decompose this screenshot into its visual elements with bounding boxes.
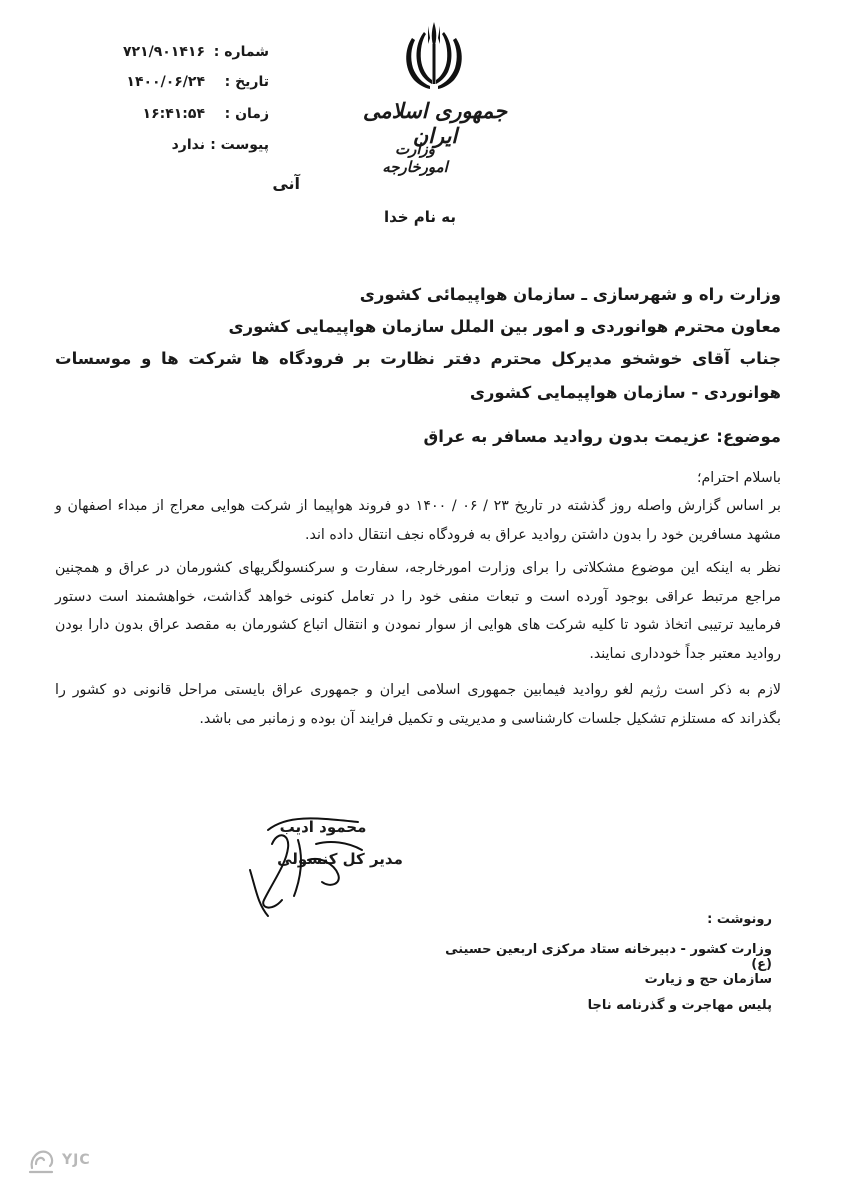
meta-number-label: شماره : bbox=[213, 44, 269, 60]
paragraph-2: نظر به اینکه این موضوع مشکلاتی را برای وزارت امورخارجه، سفارت و سرکنسولگریهای کشورمان در عراق و همچنین مراجع مرتبط عراقی بوجود آورده است و تبعات منفی خود را در تعامل کنونی خواهد گذاشت، خواهشمند است دستور فرمایید ترتیبی اتخاذ شود تا کلیه شرکت های هوایی از سوار نمودن و انتقال اتباع کشورمان به مقصد عراق بدون دارا بودن روادید معتبر جداً خودداری نمایند. bbox=[55, 560, 781, 662]
meta-number-row bbox=[95, 44, 269, 60]
meta-time-value: ۱۶:۴۱:۵۴ bbox=[142, 106, 205, 122]
addressee-3: جناب آقای خوشخو مدیرکل محترم دفتر نظارت بر فرودگاه ها شرکت ها و موسسات هوانوردی - سازمان هواپیمایی کشوری bbox=[55, 349, 781, 402]
handwritten-signature-icon bbox=[238, 800, 378, 920]
meta-attachment-label: پیوست : bbox=[210, 137, 269, 153]
meta-number-value: ۷۲۱/۹۰۱۴۱۶ bbox=[122, 44, 205, 60]
meta-attachment-row bbox=[95, 137, 269, 153]
signature-title: مدیر کل کنسولی bbox=[277, 850, 403, 868]
meta-date-label: تاریخ : bbox=[224, 74, 269, 90]
signature-name: محمود ادیب bbox=[279, 818, 367, 836]
cc-block bbox=[420, 910, 772, 1020]
cc-item: وزارت کشور - دبیرخانه ستاد مرکزی اربعین حسینی (ع) bbox=[445, 942, 772, 972]
iran-emblem-icon bbox=[398, 18, 470, 94]
cc-item: پلیس مهاجرت و گذرنامه ناجا bbox=[587, 998, 772, 1013]
addressee-1: وزارت راه و شهرسازی ـ سازمان هواپیمائی کشوری bbox=[359, 285, 781, 304]
cc-item: سازمان حج و زیارت bbox=[644, 972, 772, 987]
bismillah: به نام خدا bbox=[383, 208, 457, 226]
letterhead-ministry: وزارت امورخارجه bbox=[382, 140, 448, 176]
watermark-text: YJC bbox=[62, 1152, 91, 1168]
meta-date-value: ۱۴۰۰/۰۶/۲۴ bbox=[126, 74, 205, 90]
meta-attachment-value: ندارد bbox=[171, 137, 205, 153]
letterhead-country: جمهوری اسلامی ایران bbox=[362, 98, 508, 148]
meta-date-row bbox=[95, 74, 269, 90]
priority-label: آنی bbox=[272, 174, 300, 193]
paragraph-1: بر اساس گزارش واصله روز گذشته در تاریخ ۲۳ / ۰۶ / ۱۴۰۰ دو فروند هواپیما از شرکت هوایی معراج از مبداء اصفهان و مشهد مسافرین خود را بدون داشتن روادید عراق به فرودگاه نجف انتقال داده اند. bbox=[55, 498, 781, 543]
addressee-2: معاون محترم هوانوردی و امور بین الملل سازمان هواپیمایی کشوری bbox=[228, 317, 781, 336]
meta-time-label: زمان : bbox=[224, 106, 269, 122]
cc-label: رونوشت : bbox=[707, 912, 772, 927]
subject: موضوع: عزیمت بدون روادید مسافر به عراق bbox=[423, 427, 781, 446]
meta-time-row bbox=[95, 106, 269, 122]
watermark-logo-icon bbox=[26, 1146, 58, 1176]
paragraph-3: لازم به ذکر است رژیم لغو روادید فیمابین جمهوری اسلامی ایران و جمهوری عراق بایستی مراحل قانونی دو کشور را بگذراند که مستلزم تشکیل جلسات کارشناسی و مدیریتی و تکمیل فرایند آن بوده و زمانبر می باشد. bbox=[55, 682, 781, 727]
greeting: باسلام احترام؛ bbox=[697, 470, 781, 486]
